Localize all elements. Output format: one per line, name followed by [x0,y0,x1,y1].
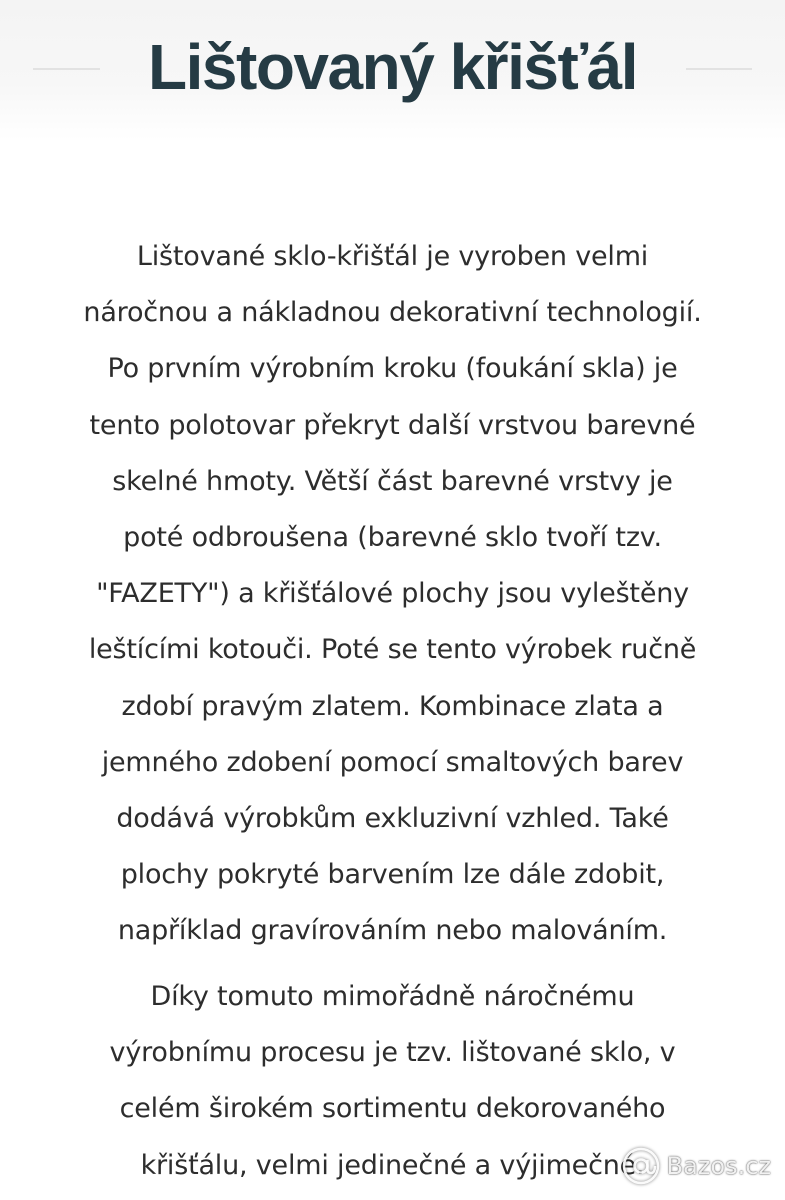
text-line: Díky tomuto mimořádně náročnému [150,981,635,1012]
paragraph-intro [20,229,765,960]
at-sign-icon [621,1146,661,1186]
text-line: poté odbroušena (barevné sklo tvoří tzv. [123,522,662,554]
text-line: tento polotovar překryt další vrstvou barevné [89,409,696,441]
text-line: jemného zdobení pomocí smaltových barev [101,746,684,778]
text-line: "FAZETY") a křišťálové plochy jsou vyleštěny [96,578,689,610]
text-line: leštícími kotouči. Poté se tento výrobek ručně [88,634,697,666]
text-line: skelné hmoty. Větší část barevné vrstvy je [112,465,673,497]
text-line: Lištované sklo-křišťál je vyroben velmi [136,241,649,272]
text-line: náročnou a nákladnou dekorativní technologií. [83,297,702,329]
page-title: Lištovaný křišťál [148,31,637,103]
text-line: dodává výrobkům exkluzivní vzhled. Také [116,803,669,835]
watermark-text: Bazos.cz [666,1152,771,1180]
text-line: celém širokém sortimentu dekorovaného [119,1093,666,1125]
page-header [0,0,785,140]
bazos-watermark [621,1146,771,1186]
text-line: plochy pokryté barvením lze dále zdobit, [120,859,665,891]
text-line: výrobnímu procesu je tzv. lištované sklo, v [109,1037,676,1069]
text-line: křišťálu, velmi jedinečné a výjimečné. [140,1149,645,1181]
text-line: Po prvním výrobním kroku (foukání skla) je [107,353,678,385]
text-line: například gravírováním nebo malováním. [117,915,668,947]
text-line: zdobí pravým zlatem. Kombinace zlata a [121,690,664,722]
